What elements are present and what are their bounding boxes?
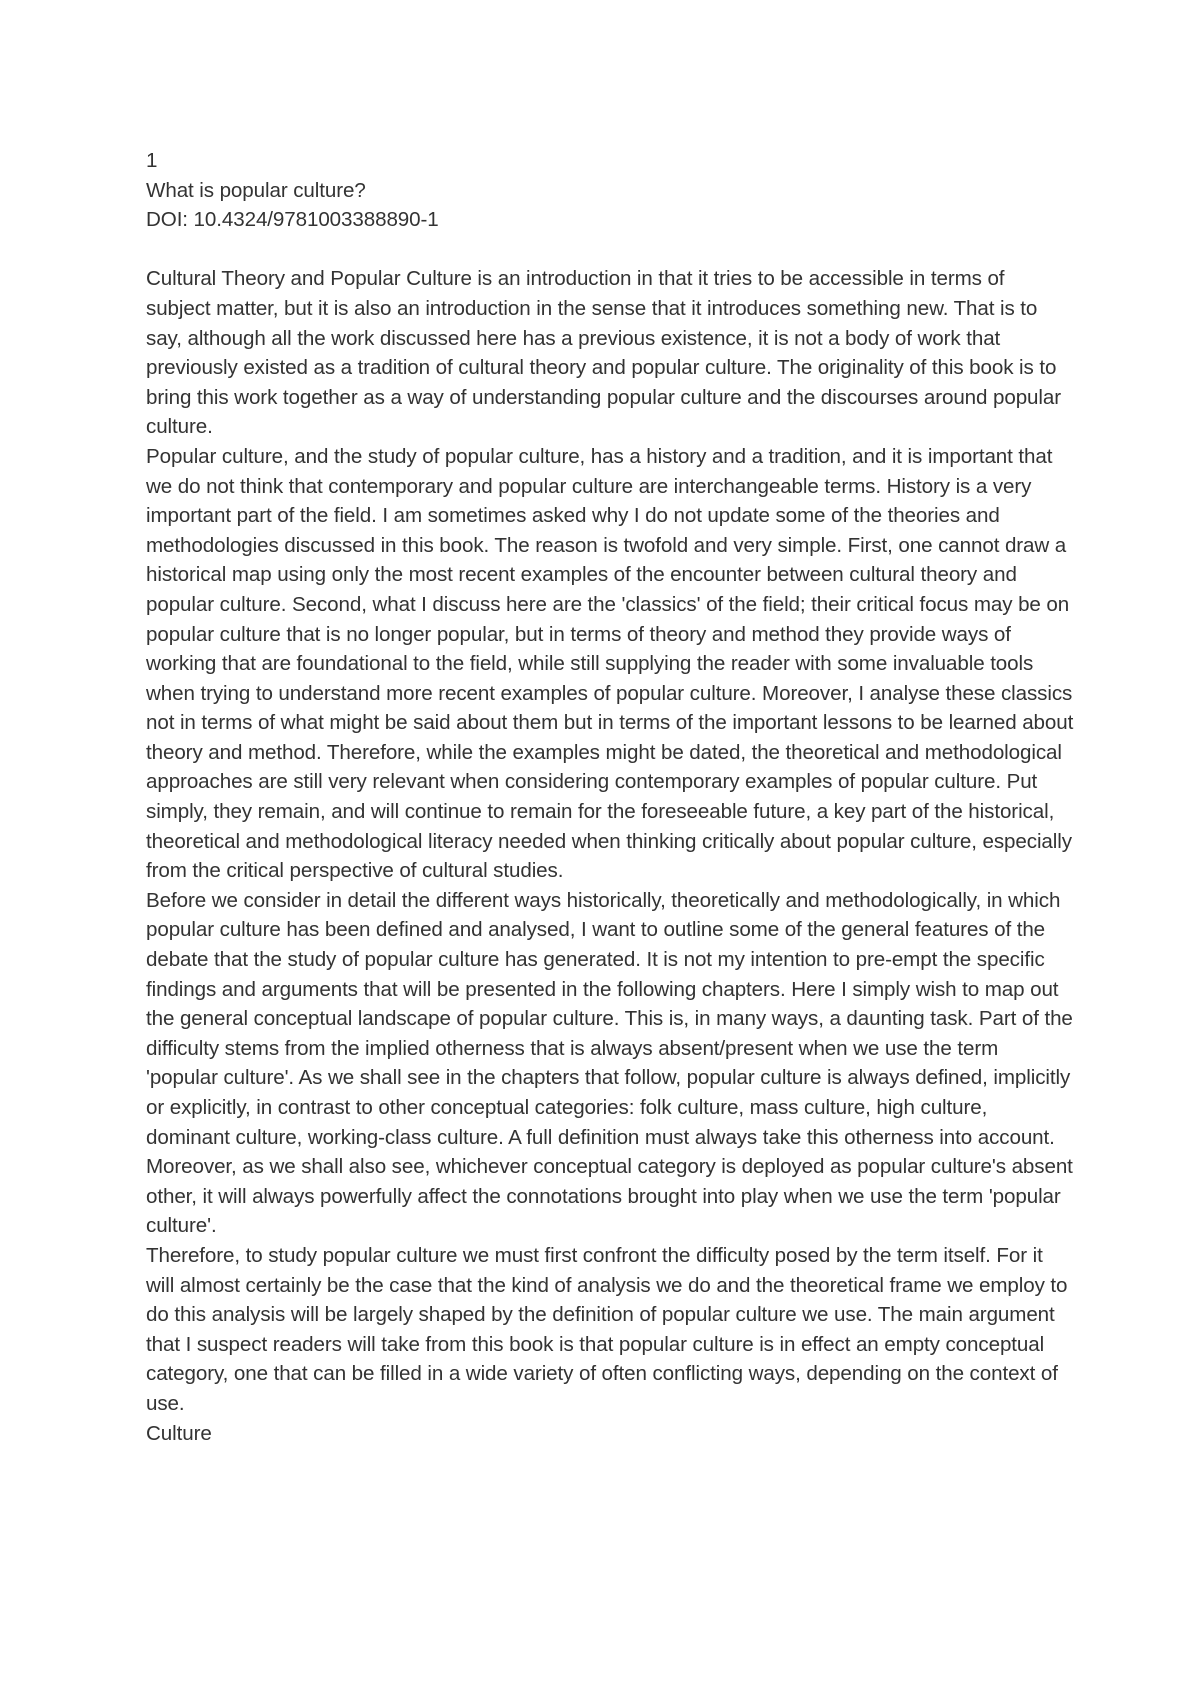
doi-line: DOI: 10.4324/9781003388890-1	[146, 208, 439, 232]
paragraph-4: Therefore, to study popular culture we must first confront the difficulty posed by the term itself. For it will almost certainly be the case that the kind of analysis we do and the theoretical frame we employ to do this analysis will be largely shaped by the definition of popular culture we use. The main argument that I suspect readers will take from this book is that popular culture is in effect an empty conceptual category, one that can be filled in a wide variety of often conflicting ways, depending on the context of use.	[146, 1243, 1068, 1415]
paragraph-2: Popular culture, and the study of popular culture, has a history and a tradition, and it is important that we do not think that contemporary and popular culture are interchangeable terms. History is a very important part of the field. I am sometimes asked why I do not update some of the theories and methodologies discussed in this book. The reason is twofold and very simple. First, one cannot draw a historical map using only the most recent examples of the encounter between cultural theory and popular culture. Second, what I discuss here are the 'classics' of the field; their critical focus may be on popular culture that is no longer popular, but in terms of theory and method they provide ways of working that are foundational to the field, while still supplying the reader with some invaluable tools when trying to understand more recent examples of popular culture. Moreover, I analyse these classics not in terms of what might be said about them but in terms of the important lessons to be learned about theory and method. Therefore, while the examples might be dated, the theoretical and methodological approaches are still very relevant when considering contemporary examples of popular culture. Put simply, they remain, and will continue to remain for the foreseeable future, a key part of the historical, theoretical and methodological literacy needed when thinking critically about popular culture, especially from the critical perspective of cultural studies.	[146, 444, 1074, 883]
blank-line	[146, 235, 1074, 265]
chapter-number: 1	[146, 149, 158, 172]
paragraph-3: Before we consider in detail the different ways historically, theoretically and methodologically, in which popular culture has been defined and analysed, I want to outline some of the general features of the debate that the study of popular culture has generated. It is not my intention to pre-empt the specific findings and arguments that will be presented in the following chapters. Here I simply wish to map out the general conceptual landscape of popular culture. This is, in many ways, a daunting task. Part of the difficulty stems from the implied otherness that is always absent/present when we use the term 'popular culture'. As we shall see in the chapters that follow, popular culture is always defined, implicitly or explicitly, in contrast to other conceptual categories: folk culture, mass culture, high culture, dominant culture, working-class culture. A full definition must always take this otherness into account. Moreover, as we shall also see, whichever conceptual category is deployed as popular culture's absent other, it will always powerfully affect the connotations brought into play when we use the term 'popular culture'.	[146, 888, 1073, 1238]
document-content	[146, 146, 1074, 1448]
chapter-title: What is popular culture?	[146, 178, 366, 202]
paragraph-1: Cultural Theory and Popular Culture is an introduction in that it tries to be accessible in terms of subject matter, but it is also an introduction in the sense that it introduces something new. That is to say, although all the work discussed here has a previous existence, it is not a body of work that previously existed as a tradition of cultural theory and popular culture. The originality of this book is to bring this work together as a way of understanding popular culture and the discourses around popular culture.	[146, 267, 1062, 439]
section-heading: Culture	[146, 1421, 212, 1445]
